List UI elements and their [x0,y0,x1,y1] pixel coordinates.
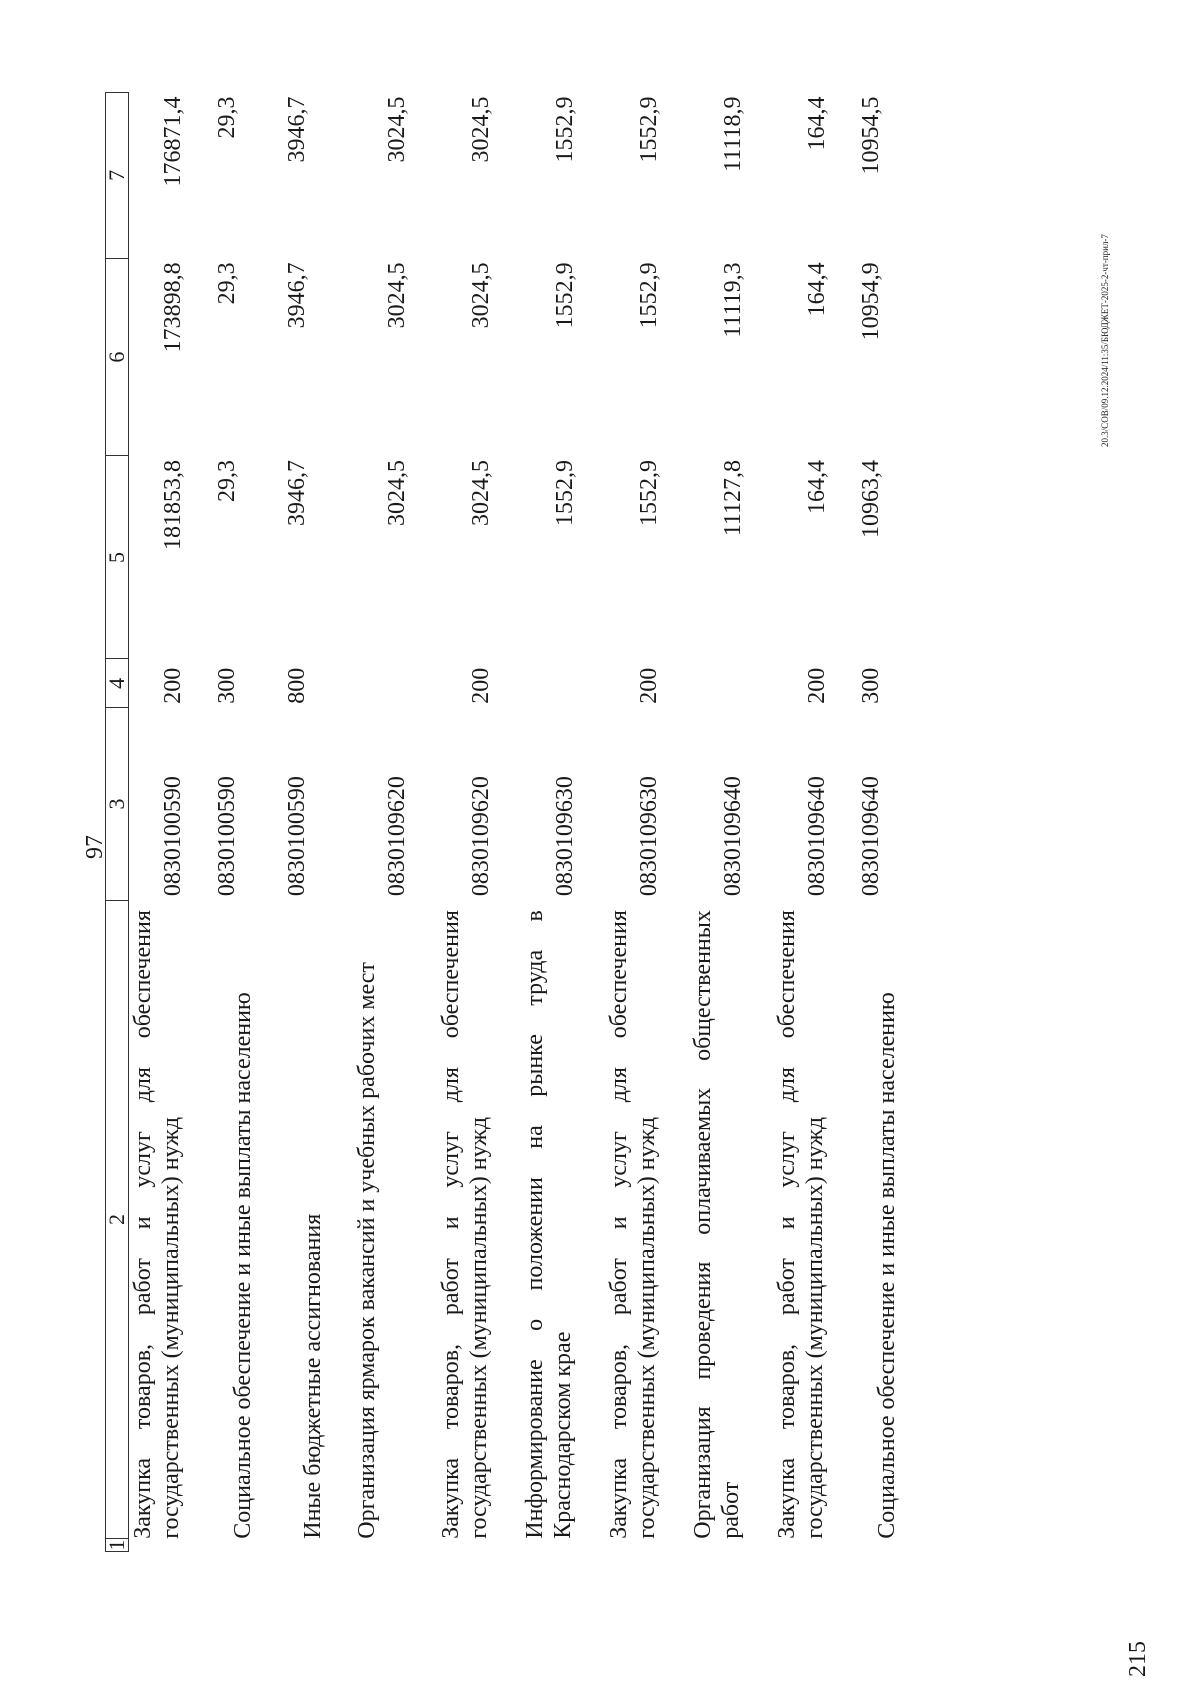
row-name: Иные бюджетные ассигнования [300,1213,326,1539]
row-value-col6: 3024,5 [468,262,494,329]
row-value-col6: 173898,8 [160,262,186,353]
table-row [521,93,605,1552]
row-value-col7: 1552,9 [636,96,662,163]
row-value-col6: 10954,9 [858,262,884,341]
row-expense-type: 200 [468,667,494,704]
table-row [213,93,283,1552]
row-value-col5: 11127,8 [720,459,746,537]
row-value-col7: 3024,5 [384,96,410,163]
column-header-2: 2 [106,900,129,1539]
row-name: Социальное обеспечение и иные выплаты населению [230,992,256,1539]
row-expense-type: 200 [636,667,662,704]
row-expense-type [689,659,773,708]
row-target-code: 0830100590 [214,776,240,897]
row-value-col5: 3024,5 [384,459,410,526]
row-value-col7: 11118,9 [720,96,746,172]
row-target-code: 0830109620 [468,776,494,897]
budget-table [105,92,927,1552]
column-header-4: 4 [106,659,129,708]
table-row [437,93,521,1552]
table-row [857,93,927,1552]
row-value-col7: 176871,4 [160,96,186,187]
row-value-col6: 1552,9 [636,262,662,329]
column-header-1: 1 [104,1539,129,1551]
row-expense-type: 300 [214,667,240,704]
table-row [605,93,689,1552]
row-name: Социальное обеспечение и иные выплаты населению [874,992,900,1539]
row-value-col6: 3024,5 [384,262,410,329]
row-value-col5: 10963,4 [858,459,884,538]
row-value-col7: 10954,5 [858,96,884,175]
row-target-code: 0830109640 [858,776,884,897]
table-row [283,93,353,1552]
table-header-row [106,93,129,1552]
column-header-6: 6 [106,258,129,456]
table-row [689,93,773,1552]
row-name: Информирование о положении на рынке труда в Краснодарском крае [522,910,576,1539]
row-value-col7: 29,3 [214,96,240,139]
row-name: Закупка товаров, работ и услуг для обеспечения государственных (муниципальных) нужд [438,910,492,1539]
row-target-code: 0830109630 [636,776,662,897]
row-value-col5: 1552,9 [636,459,662,526]
row-target-code: 0830100590 [160,776,186,897]
row-value-col6: 164,4 [804,262,830,317]
row-name: Закупка товаров, работ и услуг для обеспечения государственных (муниципальных) нужд [606,910,660,1539]
row-value-col7: 1552,9 [552,96,578,163]
page-number-bottom: 215 [1125,1641,1151,1677]
row-value-col6: 1552,9 [552,262,578,329]
row-expense-type: 200 [160,667,186,704]
table-row [773,93,857,1552]
row-expense-type: 800 [284,667,310,704]
row-name: Закупка товаров, работ и услуг для обеспечения государственных (муниципальных) нужд [130,910,184,1539]
row-value-col5: 3946,7 [284,459,310,526]
row-expense-type: 300 [858,667,884,704]
row-value-col5: 29,3 [214,459,240,502]
row-value-col5: 1552,9 [552,459,578,526]
page-number-top: 97 [82,835,108,859]
row-value-col5: 3024,5 [468,459,494,526]
row-value-col5: 181853,8 [160,459,186,550]
row-value-col7: 3946,7 [284,96,310,163]
row-value-col7: 164,4 [804,96,830,151]
row-expense-type [521,659,605,708]
row-expense-type: 200 [804,667,830,704]
column-header-3: 3 [106,708,129,900]
row-name: Организация проведения оплачиваемых общественных работ [690,910,744,1539]
column-header-5: 5 [106,456,129,659]
row-target-code: 0830109630 [552,776,578,897]
row-target-code: 0830109620 [384,776,410,897]
table-row [353,93,437,1552]
row-value-col6: 11119,3 [720,262,746,338]
row-value-col6: 29,3 [214,262,240,305]
row-value-col7: 3024,5 [468,96,494,163]
row-target-code: 0830109640 [804,776,830,897]
row-target-code: 0830109640 [720,776,746,897]
table-row [129,93,214,1552]
document-code: 20.3/СОВ/09.12.2024/11:35/БЮДЖЕТ-2025-2-чт-прил-7 [1100,234,1110,447]
column-header-7: 7 [106,93,129,259]
row-value-col6: 3946,7 [284,262,310,329]
row-value-col5: 164,4 [804,459,830,514]
row-name: Закупка товаров, работ и услуг для обеспечения государственных (муниципальных) нужд [774,910,828,1539]
row-target-code: 0830100590 [284,776,310,897]
row-expense-type [353,659,437,708]
row-name: Организация ярмарок вакансий и учебных рабочих мест [354,962,380,1539]
